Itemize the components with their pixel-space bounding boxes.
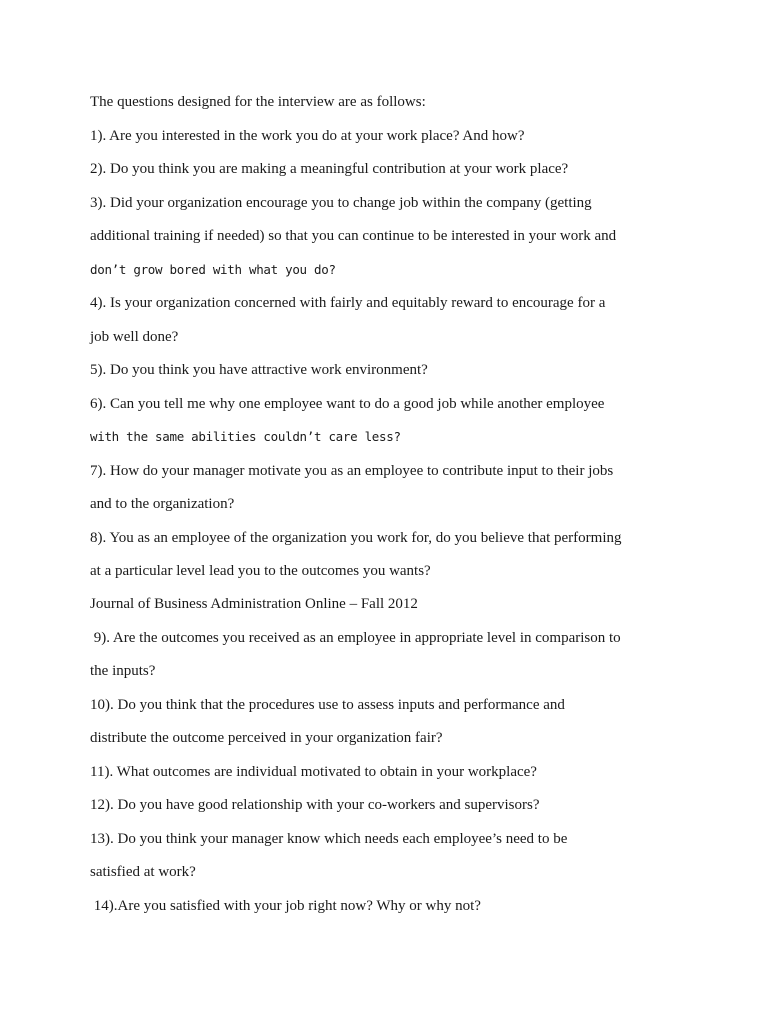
question-7-line-1: 7). How do your manager motivate you as an employee to contribute input to their jobs (90, 463, 614, 479)
question-6-line-1: 6). Can you tell me why one employee want to do a good job while another employee (90, 396, 605, 412)
intro-text: The questions designed for the interview are as follows: (90, 94, 426, 110)
question-1: 1). Are you interested in the work you do at your work place? And how? (90, 128, 525, 144)
question-10-line-1: 10). Do you think that the procedures use to assess inputs and performance and (90, 697, 565, 713)
question-4-line-1: 4). Is your organization concerned with fairly and equitably reward to encourage for a (90, 295, 606, 311)
question-14: 14).Are you satisfied with your job right now? Why or why not? (90, 898, 481, 914)
question-5: 5). Do you think you have attractive work environment? (90, 362, 428, 378)
question-2: 2). Do you think you are making a meaningful contribution at your work place? (90, 161, 569, 177)
question-11: 11). What outcomes are individual motivated to obtain in your workplace? (90, 764, 537, 780)
question-8-line-1: 8). You as an employee of the organization you work for, do you believe that performing (90, 530, 622, 546)
question-3-line-1: 3). Did your organization encourage you to change job within the company (getting (90, 195, 592, 211)
question-3-line-3: don’t grow bored with what you do? (90, 262, 336, 277)
question-4-line-2: job well done? (90, 329, 179, 345)
question-9-line-2: the inputs? (90, 663, 156, 679)
question-8-line-2: at a particular level lead you to the outcomes you wants? (90, 563, 431, 579)
question-3-line-2: additional training if needed) so that you can continue to be interested in your work and (90, 228, 617, 244)
question-13-line-1: 13). Do you think your manager know which needs each employee’s need to be (90, 831, 568, 847)
question-10-line-2: distribute the outcome perceived in your organization fair? (90, 730, 443, 746)
question-12: 12). Do you have good relationship with your co-workers and supervisors? (90, 797, 540, 813)
question-6-line-2: with the same abilities couldn’t care less? (90, 429, 401, 444)
journal-running-header: Journal of Business Administration Online – Fall 2012 (90, 596, 418, 612)
question-7-line-2: and to the organization? (90, 496, 235, 512)
question-13-line-2: satisfied at work? (90, 864, 196, 880)
question-9-line-1: 9). Are the outcomes you received as an employee in appropriate level in comparison to (90, 630, 621, 646)
